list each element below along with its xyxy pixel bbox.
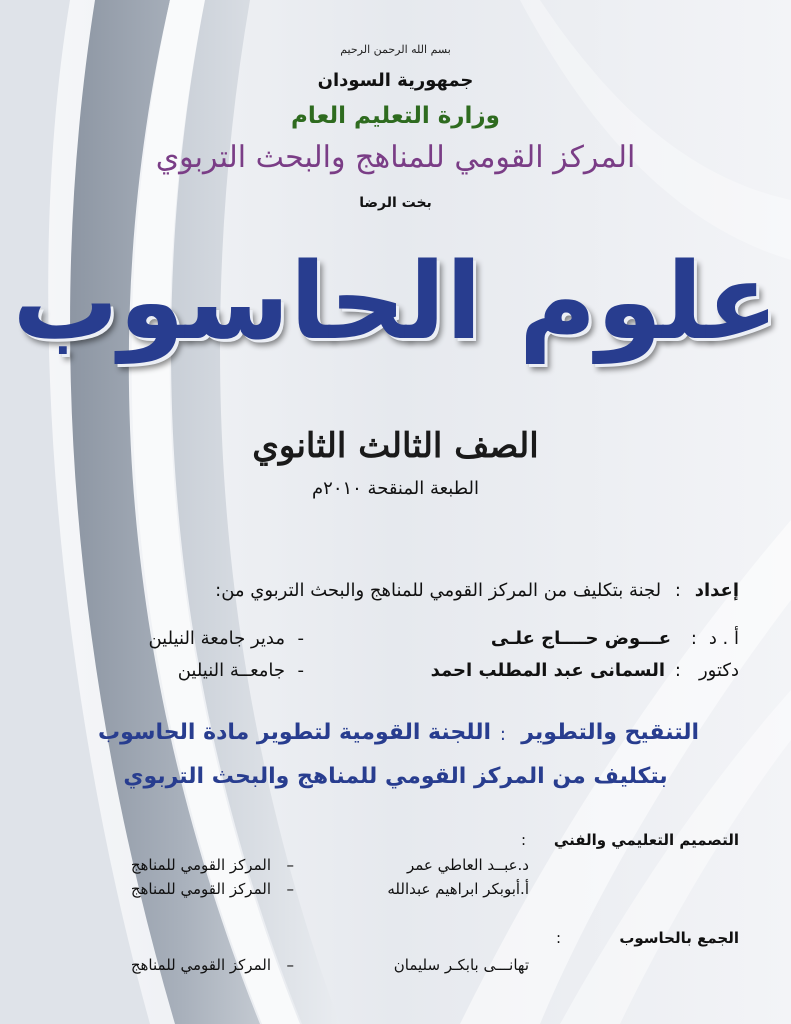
preparation-text: لجنة بتكليف من المركز القومي للمناهج والبحث التربوي من:: [215, 580, 662, 601]
author-colon: :: [690, 628, 697, 649]
typesetting-label: الجمع بالحاسوب: [619, 929, 739, 947]
revision-commission-line: بتكليف من المركز القومي للمناهج والبحث التربوي: [123, 764, 668, 789]
typesetter-name: تهانـــى بابكـر سليمان: [393, 956, 529, 974]
revision-colon: :: [499, 724, 506, 745]
designer-dash: –: [286, 856, 294, 874]
author-role: جامعــة النيلين: [177, 660, 285, 681]
author-dash: -: [297, 628, 304, 649]
designer-affiliation: المركز القومي للمناهج: [130, 880, 271, 898]
design-label: التصميم التعليمي والفني: [553, 831, 739, 849]
country-name: جمهورية السودان: [317, 70, 474, 91]
author-name: عـــوض حــــاج علـى: [490, 628, 671, 649]
design-colon: :: [520, 831, 526, 849]
designer-name: أ.أبوبكر ابراهيم عبدالله: [387, 880, 529, 898]
edition-note: الطبعة المنقحة ٢٠١٠م: [312, 478, 479, 499]
author-name: السمانى عبد المطلب احمد: [430, 660, 665, 681]
typesetter-dash: –: [286, 956, 294, 974]
typesetter-affiliation: المركز القومي للمناهج: [130, 956, 271, 974]
revision-committee: اللجنة القومية لتطوير مادة الحاسوب: [98, 720, 491, 745]
designer-name: د.عبــد العاطي عمر: [406, 856, 529, 874]
preparation-line: [215, 580, 739, 601]
curriculum-center-name: المركز القومي للمناهج والبحث التربوي: [155, 140, 636, 175]
book-title: علوم الحاسوب: [12, 240, 779, 363]
author-dash: -: [297, 660, 304, 681]
designer-dash: –: [286, 880, 294, 898]
designer-affiliation: المركز القومي للمناهج: [130, 856, 271, 874]
revision-label: التنقيح والتطوير: [521, 720, 699, 745]
author-role: مدير جامعة النيلين: [148, 628, 285, 649]
author-title: دكتور: [698, 660, 739, 681]
basmala: بسم الله الرحمن الرحيم: [340, 43, 451, 56]
author-colon: :: [674, 660, 681, 681]
author-title: أ . د: [708, 628, 739, 649]
ministry-name: وزارة التعليم العام: [291, 103, 500, 129]
grade-level: الصف الثالث الثانوي: [252, 426, 539, 466]
typesetting-colon: :: [555, 929, 561, 947]
preparation-label: إعداد: [694, 580, 739, 601]
preparation-colon: :: [674, 580, 681, 601]
town-name: بخت الرضا: [359, 195, 432, 211]
